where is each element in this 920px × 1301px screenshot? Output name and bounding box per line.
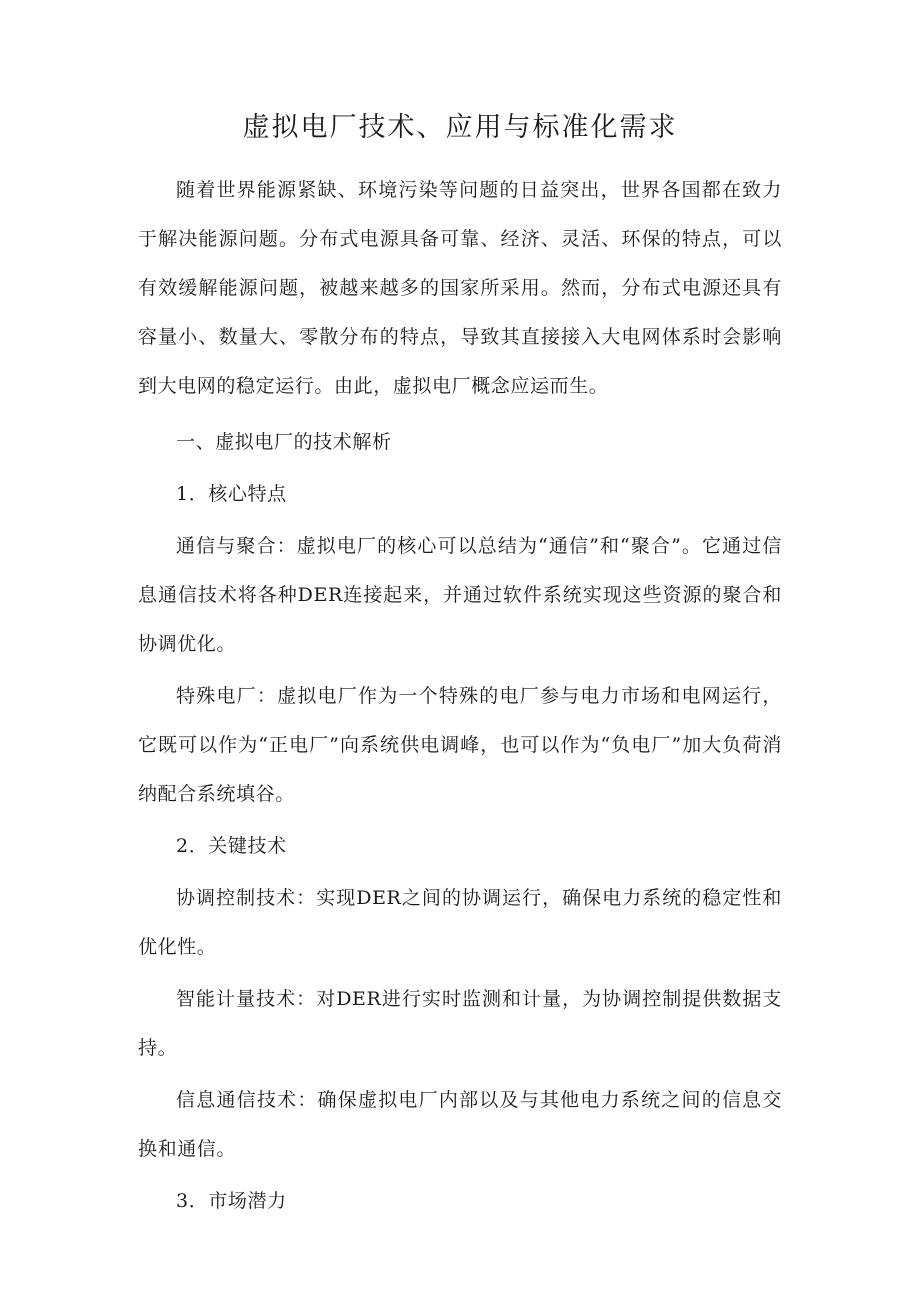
paragraph-special-plant: 特殊电厂：虚拟电厂作为一个特殊的电厂参与电力市场和电网运行，它既可以作为“正电厂”向系统供电调峰，也可以作为“负电厂”加大负荷消纳配合系统填谷。: [138, 685, 782, 805]
paragraph-intro: 随着世界能源紧缺、环境污染等问题的日益突出，世界各国都在致力于解决能源问题。分布式电源具备可靠、经济、灵活、环保的特点，可以有效缓解能源问题，被越来越多的国家所采用。然而，分布式电源还具有容量小、数量大、零散分布的特点，导致其直接接入大电网体系时会影响到大电网的稳定运行。由此，虚拟电厂概念应运而生。: [138, 179, 782, 397]
subheading-market-potential: 3．市场潜力: [176, 1190, 287, 1212]
document-body: [138, 166, 782, 1226]
paragraph-communication-aggregation: 通信与聚合：虚拟电厂的核心可以总结为“通信”和“聚合”。它通过信息通信技术将各种DER连接起来，并通过软件系统实现这些资源的聚合和协调优化。: [138, 535, 782, 655]
section-heading-tech-analysis: 一、虚拟电厂的技术解析: [176, 431, 392, 453]
subheading-key-technologies: 2．关键技术: [176, 835, 287, 857]
subheading-core-features: 1．核心特点: [176, 483, 287, 505]
document-title: 虚拟电厂技术、应用与标准化需求: [242, 112, 678, 143]
paragraph-smart-metering: 智能计量技术：对DER进行实时监测和计量，为协调控制提供数据支持。: [138, 988, 782, 1059]
paragraph-ict: 信息通信技术：确保虚拟电厂内部以及与其他电力系统之间的信息交换和通信。: [138, 1089, 782, 1160]
paragraph-coordination-control: 协调控制技术：实现DER之间的协调运行，确保电力系统的稳定性和优化性。: [138, 887, 782, 958]
